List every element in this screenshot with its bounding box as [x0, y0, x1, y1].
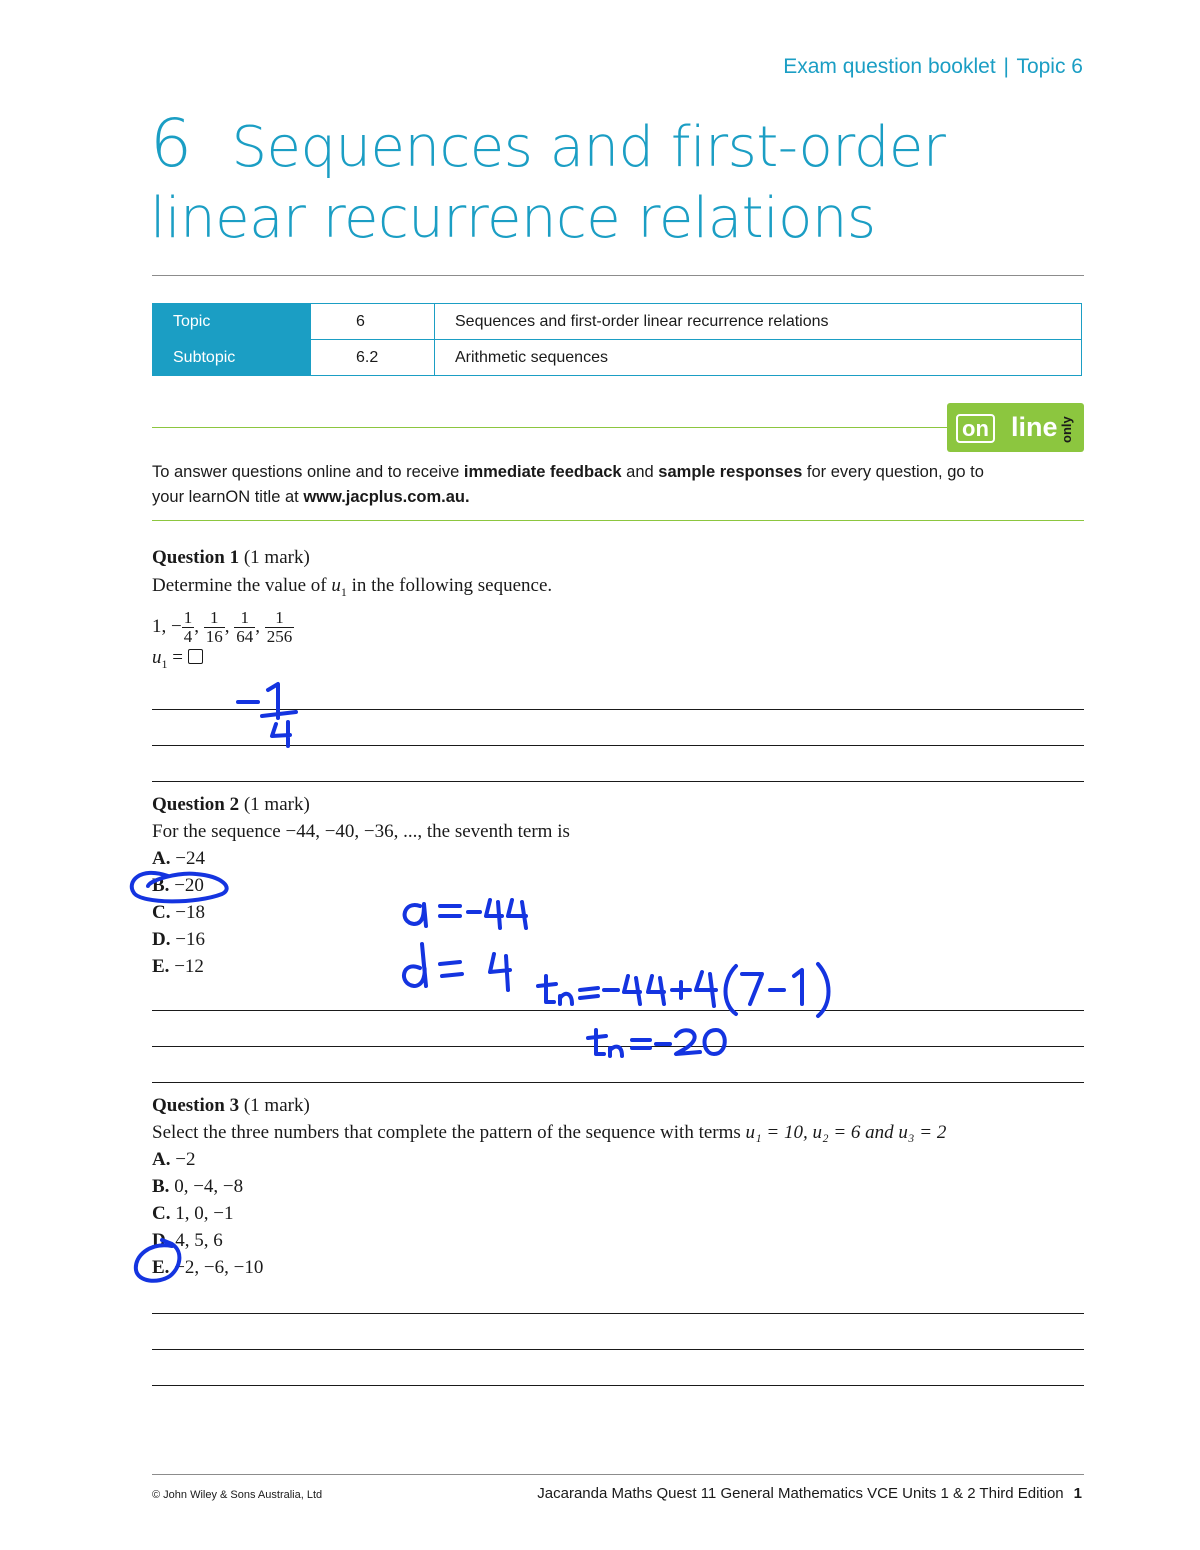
badge-only-text: only: [1059, 416, 1074, 443]
intro-text-3: for every question, go to: [802, 463, 984, 481]
sequence-lead: 1, −: [152, 615, 182, 637]
page-number: 1: [1073, 1485, 1082, 1502]
frac-den: 256: [266, 626, 293, 646]
chapter-title-line1: Sequences and first-order: [231, 115, 946, 180]
option-letter: B.: [152, 1176, 170, 1197]
fraction-1-16: [204, 609, 225, 646]
fraction-1-256: [265, 609, 295, 646]
option-d[interactable]: [152, 1227, 1087, 1254]
subtopic-row: [153, 340, 1082, 376]
option-c[interactable]: [152, 899, 1082, 926]
answer-line: [152, 1010, 1084, 1011]
option-letter: E.: [152, 956, 170, 977]
option-letter: A.: [152, 848, 171, 869]
frac-num: 1: [204, 609, 225, 628]
question-3-title: Question 3: [152, 1095, 240, 1116]
answer-equals: =: [167, 646, 188, 668]
option-letter: E.: [152, 1257, 170, 1278]
frac-num: 1: [183, 607, 193, 627]
intro-text-1: To answer questions online and to receive: [152, 463, 464, 481]
topic-row: [153, 304, 1082, 340]
option-value: −2: [175, 1149, 196, 1170]
question-3-prompt: [152, 1120, 1087, 1146]
online-only-badge: [947, 403, 1084, 452]
option-value: −12: [174, 956, 204, 977]
answer-var: u: [152, 646, 162, 668]
option-a[interactable]: [152, 845, 1082, 872]
answer-line: [152, 1349, 1084, 1350]
q3-text-before: Select the three numbers that complete the pattern of the sequence with terms: [152, 1122, 746, 1143]
question-1-sequence: 1, − $\frac{1}{4}$ , $\frac{1}{16}$ , $\frac{1}{64}$ , $\frac{1}{256}$: [152, 607, 293, 646]
booklet-label: Exam question booklet: [783, 55, 996, 78]
fraction-1-64: [234, 609, 255, 646]
q1-text-after: in the following sequence.: [346, 575, 553, 596]
title-divider: [152, 275, 1084, 276]
intro-bold-feedback: immediate feedback: [463, 463, 622, 481]
online-divider: [152, 427, 948, 428]
chapter-title: [150, 105, 1090, 254]
footer-book-info: [537, 1485, 1082, 1502]
question-3: [152, 1092, 1087, 1281]
topic-table: [152, 303, 1082, 376]
option-value: −18: [175, 902, 205, 923]
question-1: [152, 544, 1082, 676]
intro-divider: [152, 520, 1084, 521]
intro-text-2: and: [621, 463, 659, 481]
option-value: −16: [175, 929, 205, 950]
option-value: 4, 5, 6: [175, 1230, 223, 1251]
handwriting-tn-result: [588, 1030, 725, 1056]
answer-line: [152, 745, 1084, 746]
topic-number: 6: [311, 304, 435, 340]
option-letter: D.: [152, 1230, 171, 1251]
jacplus-link[interactable]: www.jacplus.com.au.: [303, 488, 470, 506]
subtopic-number: 6.2: [311, 340, 435, 376]
footer-divider: [152, 1474, 1084, 1475]
option-letter: D.: [152, 929, 171, 950]
option-d[interactable]: [152, 926, 1082, 953]
option-letter: A.: [152, 1149, 171, 1170]
q3-terms: u₁ = 10, u₂ = 6 and u₃ = 2: [745, 1122, 947, 1143]
subtopic-description: Arithmetic sequences: [435, 340, 1082, 376]
answer-sub: 1: [161, 656, 168, 671]
q1-var: u: [331, 575, 341, 596]
question-3-mark: (1 mark): [243, 1095, 310, 1116]
answer-line: [152, 1313, 1084, 1314]
answer-box[interactable]: [188, 649, 203, 664]
q1-sub: 1: [340, 584, 347, 599]
footer-book-title: Jacaranda Maths Quest 11 General Mathematics VCE Units 1 & 2 Third Edition: [537, 1485, 1064, 1502]
chapter-title-line2: linear recurrence relations: [150, 186, 876, 251]
subtopic-label: Subtopic: [153, 340, 311, 376]
option-e[interactable]: [152, 1254, 1087, 1281]
option-letter: C.: [152, 902, 171, 923]
topic-description: Sequences and first-order linear recurrence relations: [435, 304, 1082, 340]
badge-on-text: on: [956, 414, 995, 443]
frac-num: 1: [234, 609, 255, 628]
option-e[interactable]: [152, 953, 1082, 980]
option-c[interactable]: [152, 1200, 1087, 1227]
frac-den: 64: [236, 626, 254, 646]
booklet-header: [783, 55, 1083, 79]
option-value: −24: [175, 848, 205, 869]
question-1-mark: (1 mark): [243, 547, 310, 568]
badge-line-text: line: [1011, 412, 1058, 442]
option-letter: C.: [152, 1203, 171, 1224]
intro-text-4: your learnON title at: [152, 488, 304, 506]
fraction-1-4: [182, 609, 195, 646]
question-2: [152, 791, 1082, 980]
answer-line: [152, 781, 1084, 782]
question-1-prompt: [152, 572, 1082, 606]
frac-num: 1: [265, 609, 295, 628]
question-1-title: Question 1: [152, 547, 240, 568]
question-2-title: Question 2: [152, 794, 240, 815]
handwriting-q1-answer: [238, 684, 296, 746]
question-2-prompt: For the sequence −44, −40, −36, ..., the seventh term is: [152, 821, 570, 842]
frac-den: 16: [205, 626, 223, 646]
option-b[interactable]: [152, 1173, 1087, 1200]
intro-bold-responses: sample responses: [658, 463, 803, 481]
question-2-mark: (1 mark): [243, 794, 310, 815]
header-separator: |: [1003, 55, 1009, 78]
answer-line: [152, 1082, 1084, 1083]
option-value: 1, 0, −1: [175, 1203, 234, 1224]
option-a[interactable]: [152, 1146, 1087, 1173]
option-b[interactable]: [152, 872, 1082, 899]
option-value: −20: [174, 875, 204, 896]
q1-text-before: Determine the value of: [152, 575, 332, 596]
answer-line: [152, 1385, 1084, 1386]
topic-label: Topic: [153, 304, 311, 340]
option-value: −2, −6, −10: [174, 1257, 264, 1278]
answer-line: [152, 709, 1084, 710]
booklet-topic: Topic 6: [1016, 55, 1083, 78]
option-value: 0, −4, −8: [174, 1176, 244, 1197]
question-1-answer-prompt: [152, 646, 1082, 676]
answer-line: [152, 1046, 1084, 1047]
footer-copyright: © John Wiley & Sons Australia, Ltd: [152, 1489, 323, 1501]
option-letter: B.: [152, 875, 170, 896]
online-intro-text: [152, 460, 1087, 510]
chapter-number: 6: [150, 105, 192, 182]
frac-den: 4: [183, 626, 193, 646]
